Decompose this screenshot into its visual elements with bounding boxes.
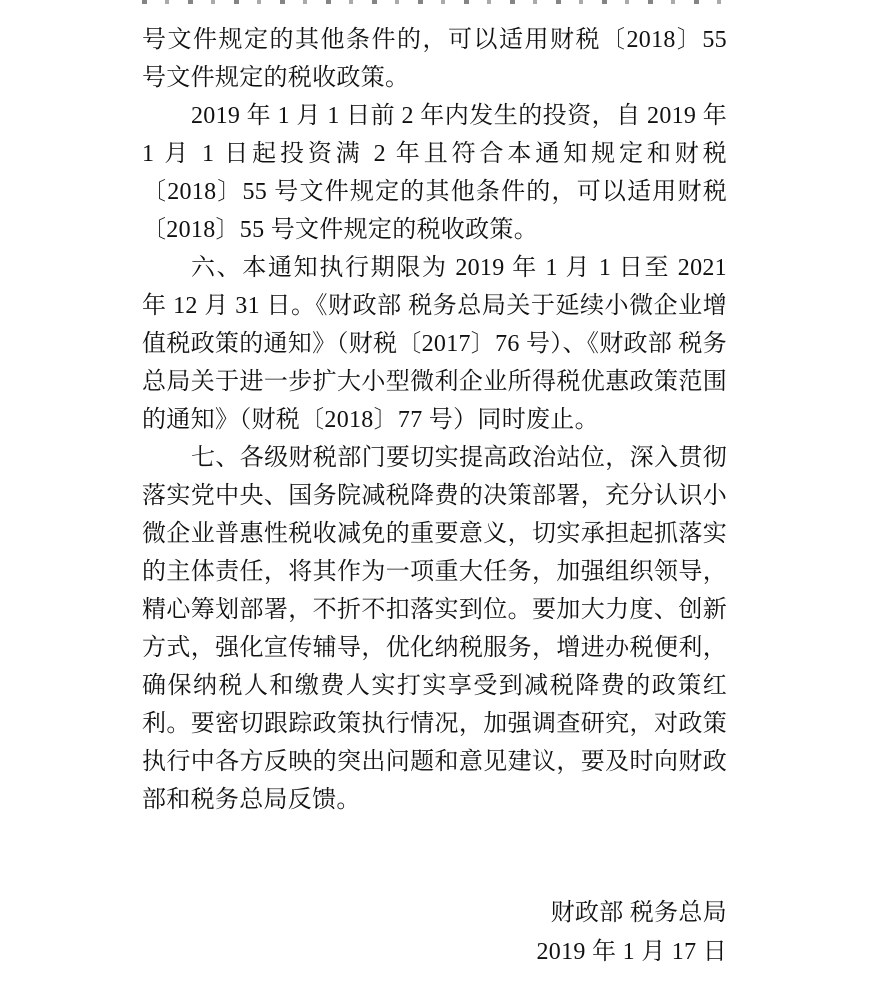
signature-block bbox=[142, 894, 727, 972]
paragraph-section-seven: 七、各级财税部门要切实提高政治站位，深入贯彻落实党中央、国务院减税降费的决策部署，充分认识小微企业普惠性税收减免的重要意义，切实承担起抓落实的主体责任，将其作为一项重大任务，加强组织领导，精心筹划部署，不折不扣落实到位。要加大力度、创新方式，强化宣传辅导，优化纳税服务，增进办税便利，确保纳税人和缴费人实打实享受到减税降费的政策红利。要密切跟踪政策执行情况，加强调查研究，对政策执行中各方反映的突出问题和意见建议，要及时向财政部和税务总局反馈。 bbox=[142, 445, 727, 813]
paragraph-section-six: 六、本通知执行期限为 2019 年 1 月 1 日至 2021 年 12 月 31 日。《财政部 税务总局关于延续小微企业增值税政策的通知》（财税〔2017〕76 号）、《财政部 税务总局关于进一步扩大小型微利企业所得税优惠政策范围的通知》（财税〔2018〕77 号）同时废止。 bbox=[142, 255, 727, 433]
signature-date: 2019 年 1 月 17 日 bbox=[536, 939, 727, 965]
paragraph-continuation: 号文件规定的其他条件的，可以适用财税〔2018〕55 号文件规定的税收政策。 bbox=[142, 27, 727, 91]
paragraph-investment-rule: 2019 年 1 月 1 日前 2 年内发生的投资，自 2019 年 1 月 1 日起投资满 2 年且符合本通知规定和财税〔2018〕55 号文件规定的其他条件的，可以适用财税〔2018〕55 号文件规定的税收政策。 bbox=[142, 103, 727, 243]
signature-issuer: 财政部 税务总局 bbox=[550, 900, 727, 926]
document-body bbox=[142, 21, 727, 819]
clipped-previous-line bbox=[142, 0, 727, 4]
